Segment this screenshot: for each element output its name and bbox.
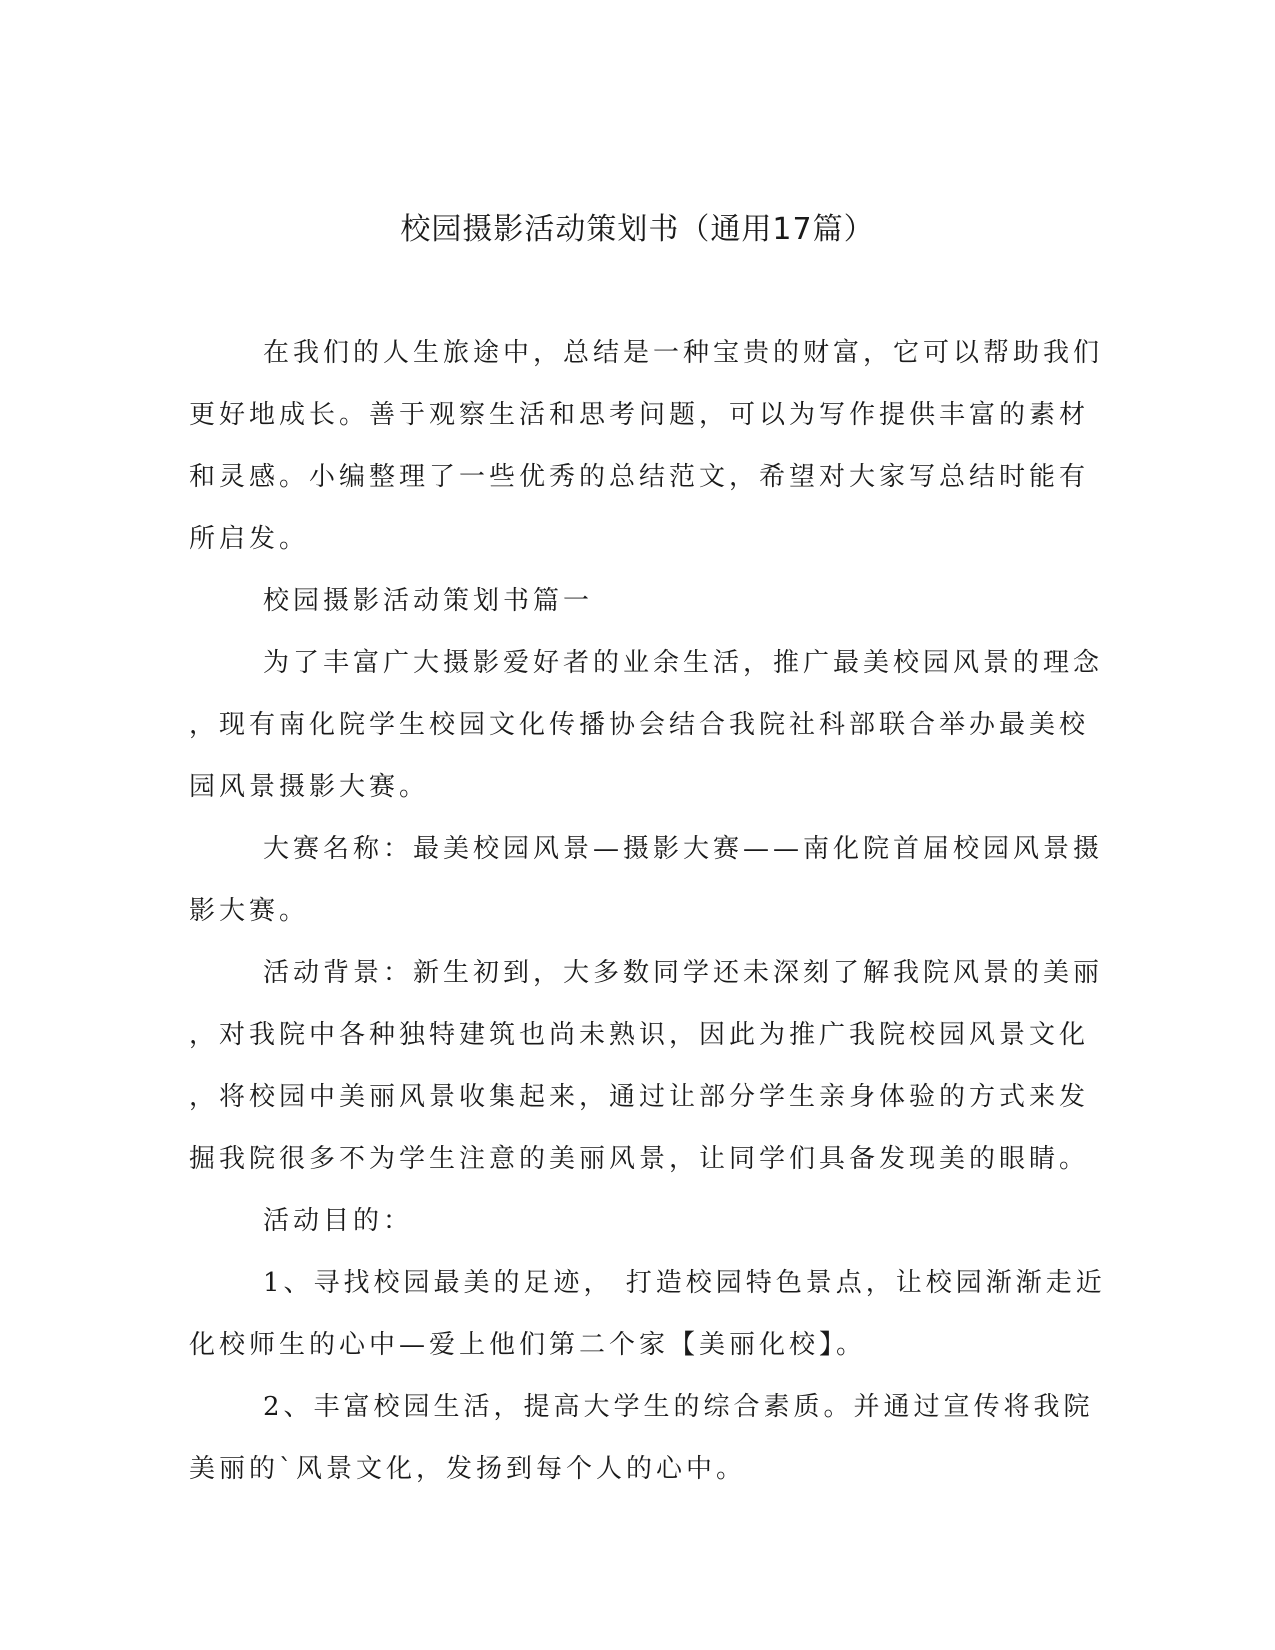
text-line: 化校师生的心中—爱上他们第二个家【美丽化校】。 bbox=[189, 1330, 867, 1360]
text-line: 活动目的： bbox=[263, 1206, 414, 1236]
text-line: 校园摄影活动策划书篇一 bbox=[263, 586, 594, 616]
paragraph-contest-name bbox=[189, 818, 1104, 942]
text-line: 园风景摄影大赛。 bbox=[189, 772, 430, 802]
text-line: 在我们的人生旅途中，总结是一种宝贵的财富，它可以帮助我们 bbox=[263, 338, 1104, 368]
paragraph-goals-heading bbox=[189, 1190, 1079, 1252]
text-line: ，现有南化院学生校园文化传播协会结合我院社科部联合举办最美校 bbox=[189, 710, 1090, 740]
text-line: 美丽的`风景文化，发扬到每个人的心中。 bbox=[189, 1454, 747, 1484]
text-line: 活动背景：新生初到，大多数同学还未深刻了解我院风景的美丽 bbox=[263, 958, 1104, 988]
text-line: 为了丰富广大摄影爱好者的业余生活，推广最美校园风景的理念 bbox=[263, 648, 1104, 678]
text-line: 掘我院很多不为学生注意的美丽风景，让同学们具备发现美的眼睛。 bbox=[189, 1144, 1090, 1174]
text-line: 更好地成长。善于观察生活和思考问题，可以为写作提供丰富的素材 bbox=[189, 400, 1090, 430]
text-line: 影大赛。 bbox=[189, 896, 310, 926]
text-line: 1、寻找校园最美的足迹， 打造校园特色景点，让校园渐渐走近 bbox=[263, 1268, 1106, 1298]
paragraph-goal-1 bbox=[189, 1252, 1106, 1376]
document-body bbox=[189, 322, 1106, 1500]
paragraph-background bbox=[189, 942, 1104, 1190]
text-line: 和灵感。小编整理了一些优秀的总结范文，希望对大家写总结时能有 bbox=[189, 462, 1090, 492]
text-line: 大赛名称：最美校园风景—摄影大赛——南化院首届校园风景摄 bbox=[263, 834, 1104, 864]
text-line: ，将校园中美丽风景收集起来，通过让部分学生亲身体验的方式来发 bbox=[189, 1082, 1090, 1112]
paragraph-goal-2 bbox=[189, 1376, 1094, 1500]
text-line: 所启发。 bbox=[189, 524, 310, 554]
paragraph-purpose bbox=[189, 632, 1104, 818]
section-heading bbox=[189, 570, 1079, 632]
text-line: ，对我院中各种独特建筑也尚未熟识，因此为推广我院校园风景文化 bbox=[189, 1020, 1090, 1050]
paragraph-intro bbox=[189, 322, 1104, 570]
text-line: 2、丰富校园生活，提高大学生的综合素质。并通过宣传将我院 bbox=[263, 1392, 1094, 1422]
document-title: 校园摄影活动策划书（通用17篇） bbox=[400, 212, 875, 247]
